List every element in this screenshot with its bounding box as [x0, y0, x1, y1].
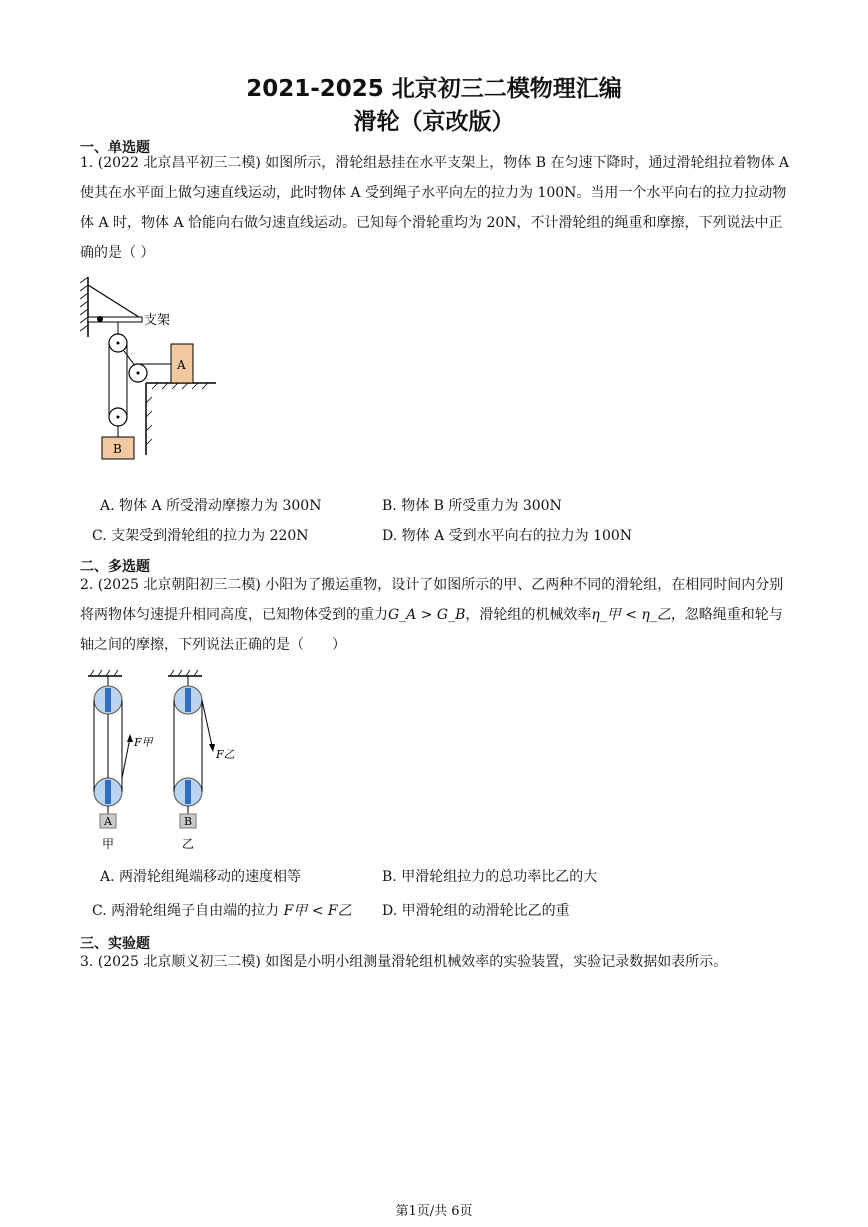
weight-b-label: B	[184, 815, 193, 828]
q1-option-d[interactable]: D. 物体 A 受到水平向右的拉力为 100N	[382, 528, 633, 544]
force-jia-label: F甲	[134, 736, 153, 749]
question-1-text: 1. (2022 北京昌平初三二模) 如图所示，滑轮组悬挂在水平支架上，物体 B 在匀速下降时，通过滑轮组拉着物体 A 使其在水平面上做匀速直线运动，此时物体 A 受到绳子水平向左的拉力为 100N。当用一个水平向右的拉力拉动物体 A 时，物体 A 恰能向右做匀速直线运动。已知每个滑轮重均为 20N，不计滑轮组的绳重和摩擦，下列说法中正确的是（ ）	[80, 155, 790, 261]
question-2-figure	[80, 668, 250, 853]
setup-yi-label: 乙	[182, 837, 195, 851]
question-3-text: 3. (2025 北京顺义初三二模) 如图是小明小组测量滑轮组机械效率的实验装置，实验记录数据如表所示。	[80, 954, 728, 970]
force-yi-label: F乙	[216, 748, 235, 761]
q2-option-b[interactable]: B. 甲滑轮组拉力的总功率比乙的大	[382, 869, 598, 885]
block-a-label: A	[177, 358, 186, 372]
page-footer: 第1页/共 6页	[395, 1204, 473, 1219]
q2-gravity-inequality: G_A > G_B	[388, 607, 466, 623]
q1-option-c[interactable]: C. 支架受到滑轮组的拉力为 220N	[92, 528, 309, 544]
weight-a-label: A	[104, 815, 112, 828]
q1-option-b[interactable]: B. 物体 B 所受重力为 300N	[382, 498, 562, 514]
section-heading-experiment: 三、实验题	[80, 936, 150, 952]
q2-option-d[interactable]: D. 甲滑轮组的动滑轮比乙的重	[382, 903, 570, 919]
question-2-text	[80, 570, 792, 660]
section-heading-single-choice: 一、单选题	[80, 140, 150, 156]
q2-text-mid: ，滑轮组的机械效率	[465, 607, 592, 623]
q2-option-c[interactable]	[92, 900, 352, 920]
q2-efficiency-inequality: η_甲 < η_乙	[591, 607, 671, 623]
q2-option-c-math: F甲 < F乙	[283, 903, 352, 919]
q2-text-after: ，忽略绳重和轮与轴之间的摩擦，下列说法正确的是（ ）	[80, 607, 783, 653]
support-label: 支架	[144, 313, 171, 328]
q2-option-c-text: C. 两滑轮组绳子自由端的拉力	[92, 903, 280, 919]
q1-option-a[interactable]: A. 物体 A 所受滑动摩擦力为 300N	[100, 498, 322, 514]
block-b-label: B	[113, 442, 122, 456]
setup-jia-label: 甲	[102, 837, 115, 851]
q2-option-a[interactable]: A. 两滑轮组绳端移动的速度相等	[100, 869, 302, 885]
document-title: 2021-2025 北京初三二模物理汇编	[246, 76, 622, 102]
question-1-figure	[80, 277, 230, 467]
document-subtitle: 滑轮（京改版）	[353, 109, 515, 135]
q2-text-before: 2. (2025 北京朝阳初三二模) 小阳为了搬运重物，设计了如图所示的甲、乙两种不同的滑轮组，在相同时间内分别将两物体匀速提升相同高度，已知物体受到的重力	[80, 577, 784, 623]
section-heading-multiple-choice: 二、多选题	[80, 559, 150, 575]
